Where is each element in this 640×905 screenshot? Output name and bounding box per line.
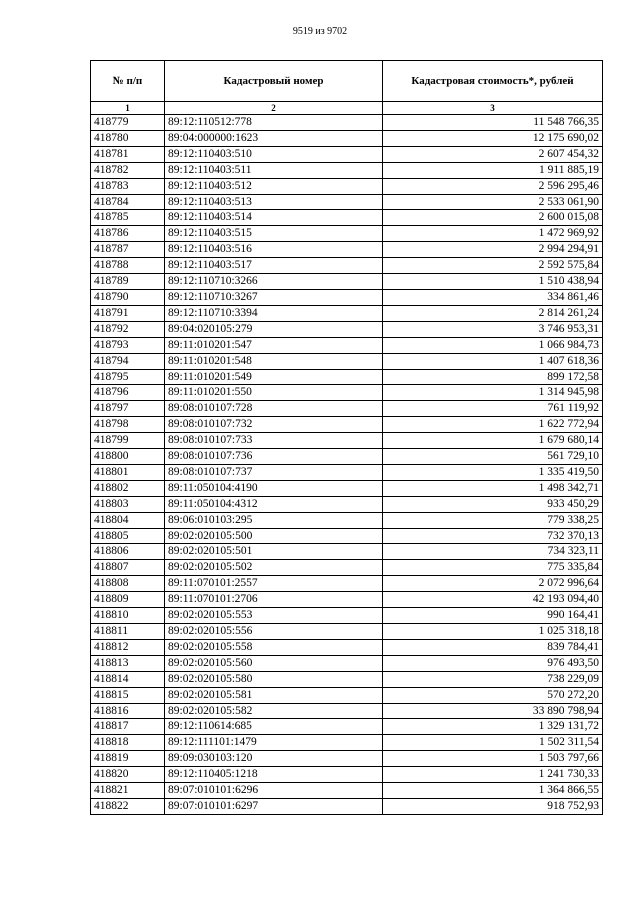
table-row (91, 512, 603, 528)
row-number-cell: 418818 (91, 735, 165, 751)
row-number-cell: 418810 (91, 608, 165, 624)
cadastral-value-cell: 732 370,13 (383, 528, 603, 544)
row-number-cell: 418786 (91, 226, 165, 242)
row-number-cell: 418813 (91, 655, 165, 671)
cadastral-number-cell: 89:11:050104:4190 (165, 480, 383, 496)
cadastral-number-cell: 89:08:010107:737 (165, 464, 383, 480)
cadastral-number-cell: 89:04:020105:279 (165, 321, 383, 337)
cadastral-value-cell: 2 814 261,24 (383, 305, 603, 321)
row-number-cell: 418816 (91, 703, 165, 719)
row-number-cell: 418790 (91, 289, 165, 305)
cadastral-value-cell: 1 622 772,94 (383, 417, 603, 433)
cadastral-number-cell: 89:12:110614:685 (165, 719, 383, 735)
cadastral-value-cell: 1 329 131,72 (383, 719, 603, 735)
cadastral-number-cell: 89:02:020105:582 (165, 703, 383, 719)
cadastral-value-cell: 3 746 953,31 (383, 321, 603, 337)
table-row (91, 703, 603, 719)
row-number-cell: 418821 (91, 783, 165, 799)
cadastral-value-cell: 1 911 885,19 (383, 162, 603, 178)
cadastral-table (90, 60, 603, 815)
row-number-cell: 418803 (91, 496, 165, 512)
cadastral-number-cell: 89:11:070101:2557 (165, 576, 383, 592)
row-number-cell: 418784 (91, 194, 165, 210)
row-number-cell: 418801 (91, 464, 165, 480)
row-number-cell: 418791 (91, 305, 165, 321)
table-row (91, 433, 603, 449)
table-row (91, 194, 603, 210)
table-row (91, 226, 603, 242)
table-row (91, 162, 603, 178)
cadastral-number-cell: 89:12:110512:778 (165, 115, 383, 131)
cadastral-value-cell: 1 241 730,33 (383, 767, 603, 783)
row-number-cell: 418805 (91, 528, 165, 544)
row-number-cell: 418785 (91, 210, 165, 226)
table-row (91, 274, 603, 290)
table-row (91, 655, 603, 671)
table-row (91, 115, 603, 131)
table-row (91, 767, 603, 783)
cadastral-value-cell: 570 272,20 (383, 687, 603, 703)
cadastral-value-cell: 1 510 438,94 (383, 274, 603, 290)
table-row (91, 671, 603, 687)
table-row (91, 449, 603, 465)
table-body (91, 115, 603, 815)
cadastral-value-cell: 899 172,58 (383, 369, 603, 385)
table-row (91, 560, 603, 576)
table-row (91, 624, 603, 640)
table-row (91, 464, 603, 480)
row-number-cell: 418807 (91, 560, 165, 576)
row-number-cell: 418799 (91, 433, 165, 449)
table-row (91, 146, 603, 162)
cadastral-number-cell: 89:08:010107:733 (165, 433, 383, 449)
row-number-cell: 418804 (91, 512, 165, 528)
row-number-cell: 418782 (91, 162, 165, 178)
table-row (91, 321, 603, 337)
cadastral-value-cell: 990 164,41 (383, 608, 603, 624)
row-number-cell: 418815 (91, 687, 165, 703)
cadastral-value-cell: 761 119,92 (383, 401, 603, 417)
table-row (91, 687, 603, 703)
cadastral-number-cell: 89:12:110403:510 (165, 146, 383, 162)
cadastral-number-cell: 89:12:110403:517 (165, 258, 383, 274)
row-number-cell: 418781 (91, 146, 165, 162)
table-row (91, 385, 603, 401)
cadastral-number-cell: 89:08:010107:736 (165, 449, 383, 465)
cadastral-value-cell: 2 072 996,64 (383, 576, 603, 592)
row-number-cell: 418811 (91, 624, 165, 640)
cadastral-value-cell: 1 679 680,14 (383, 433, 603, 449)
column-number-row (91, 102, 603, 115)
cadastral-value-cell: 561 729,10 (383, 449, 603, 465)
row-number-cell: 418802 (91, 480, 165, 496)
row-number-cell: 418787 (91, 242, 165, 258)
row-number-cell: 418797 (91, 401, 165, 417)
row-number-cell: 418809 (91, 592, 165, 608)
header-row-number: № п/п (91, 61, 165, 102)
row-number-cell: 418783 (91, 178, 165, 194)
cadastral-number-cell: 89:11:010201:548 (165, 353, 383, 369)
cadastral-number-cell: 89:02:020105:501 (165, 544, 383, 560)
table-row (91, 210, 603, 226)
table-row (91, 130, 603, 146)
table-row (91, 608, 603, 624)
table-row (91, 289, 603, 305)
cadastral-value-cell: 839 784,41 (383, 639, 603, 655)
table-row (91, 480, 603, 496)
row-number-cell: 418779 (91, 115, 165, 131)
cadastral-value-cell: 2 596 295,46 (383, 178, 603, 194)
table-row (91, 592, 603, 608)
row-number-cell: 418798 (91, 417, 165, 433)
cadastral-number-cell: 89:11:070101:2706 (165, 592, 383, 608)
cadastral-value-cell: 2 600 015,08 (383, 210, 603, 226)
row-number-cell: 418820 (91, 767, 165, 783)
table-row (91, 242, 603, 258)
cadastral-number-cell: 89:06:010103:295 (165, 512, 383, 528)
cadastral-value-cell: 334 861,46 (383, 289, 603, 305)
table-row (91, 337, 603, 353)
row-number-cell: 418796 (91, 385, 165, 401)
cadastral-number-cell: 89:11:010201:550 (165, 385, 383, 401)
row-number-cell: 418795 (91, 369, 165, 385)
cadastral-number-cell: 89:07:010101:6297 (165, 798, 383, 814)
cadastral-number-cell: 89:12:110403:511 (165, 162, 383, 178)
table-row (91, 369, 603, 385)
cadastral-number-cell: 89:12:110405:1218 (165, 767, 383, 783)
cadastral-number-cell: 89:07:010101:6296 (165, 783, 383, 799)
table-row (91, 178, 603, 194)
cadastral-number-cell: 89:02:020105:556 (165, 624, 383, 640)
table-row (91, 417, 603, 433)
header-cadastral-value: Кадастровая стоимость*, рублей (383, 61, 603, 102)
cadastral-value-cell: 12 175 690,02 (383, 130, 603, 146)
cadastral-value-cell: 2 533 061,90 (383, 194, 603, 210)
cadastral-value-cell: 976 493,50 (383, 655, 603, 671)
cadastral-value-cell: 1 472 969,92 (383, 226, 603, 242)
row-number-cell: 418814 (91, 671, 165, 687)
cadastral-value-cell: 1 335 419,50 (383, 464, 603, 480)
cadastral-value-cell: 11 548 766,35 (383, 115, 603, 131)
cadastral-number-cell: 89:12:110403:514 (165, 210, 383, 226)
cadastral-number-cell: 89:04:000000:1623 (165, 130, 383, 146)
column-number: 3 (383, 102, 603, 115)
cadastral-number-cell: 89:02:020105:558 (165, 639, 383, 655)
row-number-cell: 418817 (91, 719, 165, 735)
row-number-cell: 418808 (91, 576, 165, 592)
table-row (91, 798, 603, 814)
table-row (91, 544, 603, 560)
cadastral-number-cell: 89:02:020105:581 (165, 687, 383, 703)
row-number-cell: 418800 (91, 449, 165, 465)
page-number: 9519 из 9702 (292, 26, 348, 37)
row-number-cell: 418806 (91, 544, 165, 560)
cadastral-number-cell: 89:08:010107:728 (165, 401, 383, 417)
row-number-cell: 418794 (91, 353, 165, 369)
cadastral-value-cell: 933 450,29 (383, 496, 603, 512)
cadastral-value-cell: 1 502 311,54 (383, 735, 603, 751)
cadastral-number-cell: 89:02:020105:502 (165, 560, 383, 576)
cadastral-value-cell: 33 890 798,94 (383, 703, 603, 719)
row-number-cell: 418789 (91, 274, 165, 290)
cadastral-value-cell: 2 592 575,84 (383, 258, 603, 274)
cadastral-number-cell: 89:12:110403:512 (165, 178, 383, 194)
cadastral-number-cell: 89:02:020105:580 (165, 671, 383, 687)
cadastral-value-cell: 918 752,93 (383, 798, 603, 814)
cadastral-number-cell: 89:08:010107:732 (165, 417, 383, 433)
cadastral-value-cell: 1 314 945,98 (383, 385, 603, 401)
cadastral-number-cell: 89:12:110710:3394 (165, 305, 383, 321)
cadastral-number-cell: 89:11:010201:549 (165, 369, 383, 385)
table-row (91, 576, 603, 592)
table-row (91, 783, 603, 799)
cadastral-number-cell: 89:12:110403:516 (165, 242, 383, 258)
cadastral-value-cell: 738 229,09 (383, 671, 603, 687)
cadastral-value-cell: 779 338,25 (383, 512, 603, 528)
cadastral-value-cell: 734 323,11 (383, 544, 603, 560)
row-number-cell: 418792 (91, 321, 165, 337)
table-row (91, 719, 603, 735)
table-row (91, 735, 603, 751)
cadastral-value-cell: 1 364 866,55 (383, 783, 603, 799)
table-row (91, 496, 603, 512)
table-row (91, 305, 603, 321)
cadastral-value-cell: 2 994 294,91 (383, 242, 603, 258)
cadastral-number-cell: 89:02:020105:500 (165, 528, 383, 544)
column-number: 2 (165, 102, 383, 115)
cadastral-number-cell: 89:09:030103:120 (165, 751, 383, 767)
table-row (91, 528, 603, 544)
cadastral-value-cell: 1 407 618,36 (383, 353, 603, 369)
table-row (91, 353, 603, 369)
cadastral-number-cell: 89:11:050104:4312 (165, 496, 383, 512)
cadastral-value-cell: 1 503 797,66 (383, 751, 603, 767)
cadastral-value-cell: 1 498 342,71 (383, 480, 603, 496)
cadastral-number-cell: 89:11:010201:547 (165, 337, 383, 353)
table-row (91, 751, 603, 767)
cadastral-number-cell: 89:12:110403:513 (165, 194, 383, 210)
table-row (91, 258, 603, 274)
row-number-cell: 418788 (91, 258, 165, 274)
table-row (91, 639, 603, 655)
cadastral-value-cell: 775 335,84 (383, 560, 603, 576)
cadastral-number-cell: 89:02:020105:553 (165, 608, 383, 624)
cadastral-value-cell: 1 066 984,73 (383, 337, 603, 353)
row-number-cell: 418822 (91, 798, 165, 814)
cadastral-value-cell: 1 025 318,18 (383, 624, 603, 640)
cadastral-value-cell: 2 607 454,32 (383, 146, 603, 162)
row-number-cell: 418819 (91, 751, 165, 767)
cadastral-number-cell: 89:12:111101:1479 (165, 735, 383, 751)
cadastral-number-cell: 89:12:110710:3267 (165, 289, 383, 305)
cadastral-value-cell: 42 193 094,40 (383, 592, 603, 608)
column-number: 1 (91, 102, 165, 115)
header-cadastral-number: Кадастровый номер (165, 61, 383, 102)
cadastral-number-cell: 89:12:110710:3266 (165, 274, 383, 290)
cadastral-number-cell: 89:02:020105:560 (165, 655, 383, 671)
row-number-cell: 418793 (91, 337, 165, 353)
row-number-cell: 418780 (91, 130, 165, 146)
row-number-cell: 418812 (91, 639, 165, 655)
table-row (91, 401, 603, 417)
cadastral-number-cell: 89:12:110403:515 (165, 226, 383, 242)
table-header-row (91, 61, 603, 102)
